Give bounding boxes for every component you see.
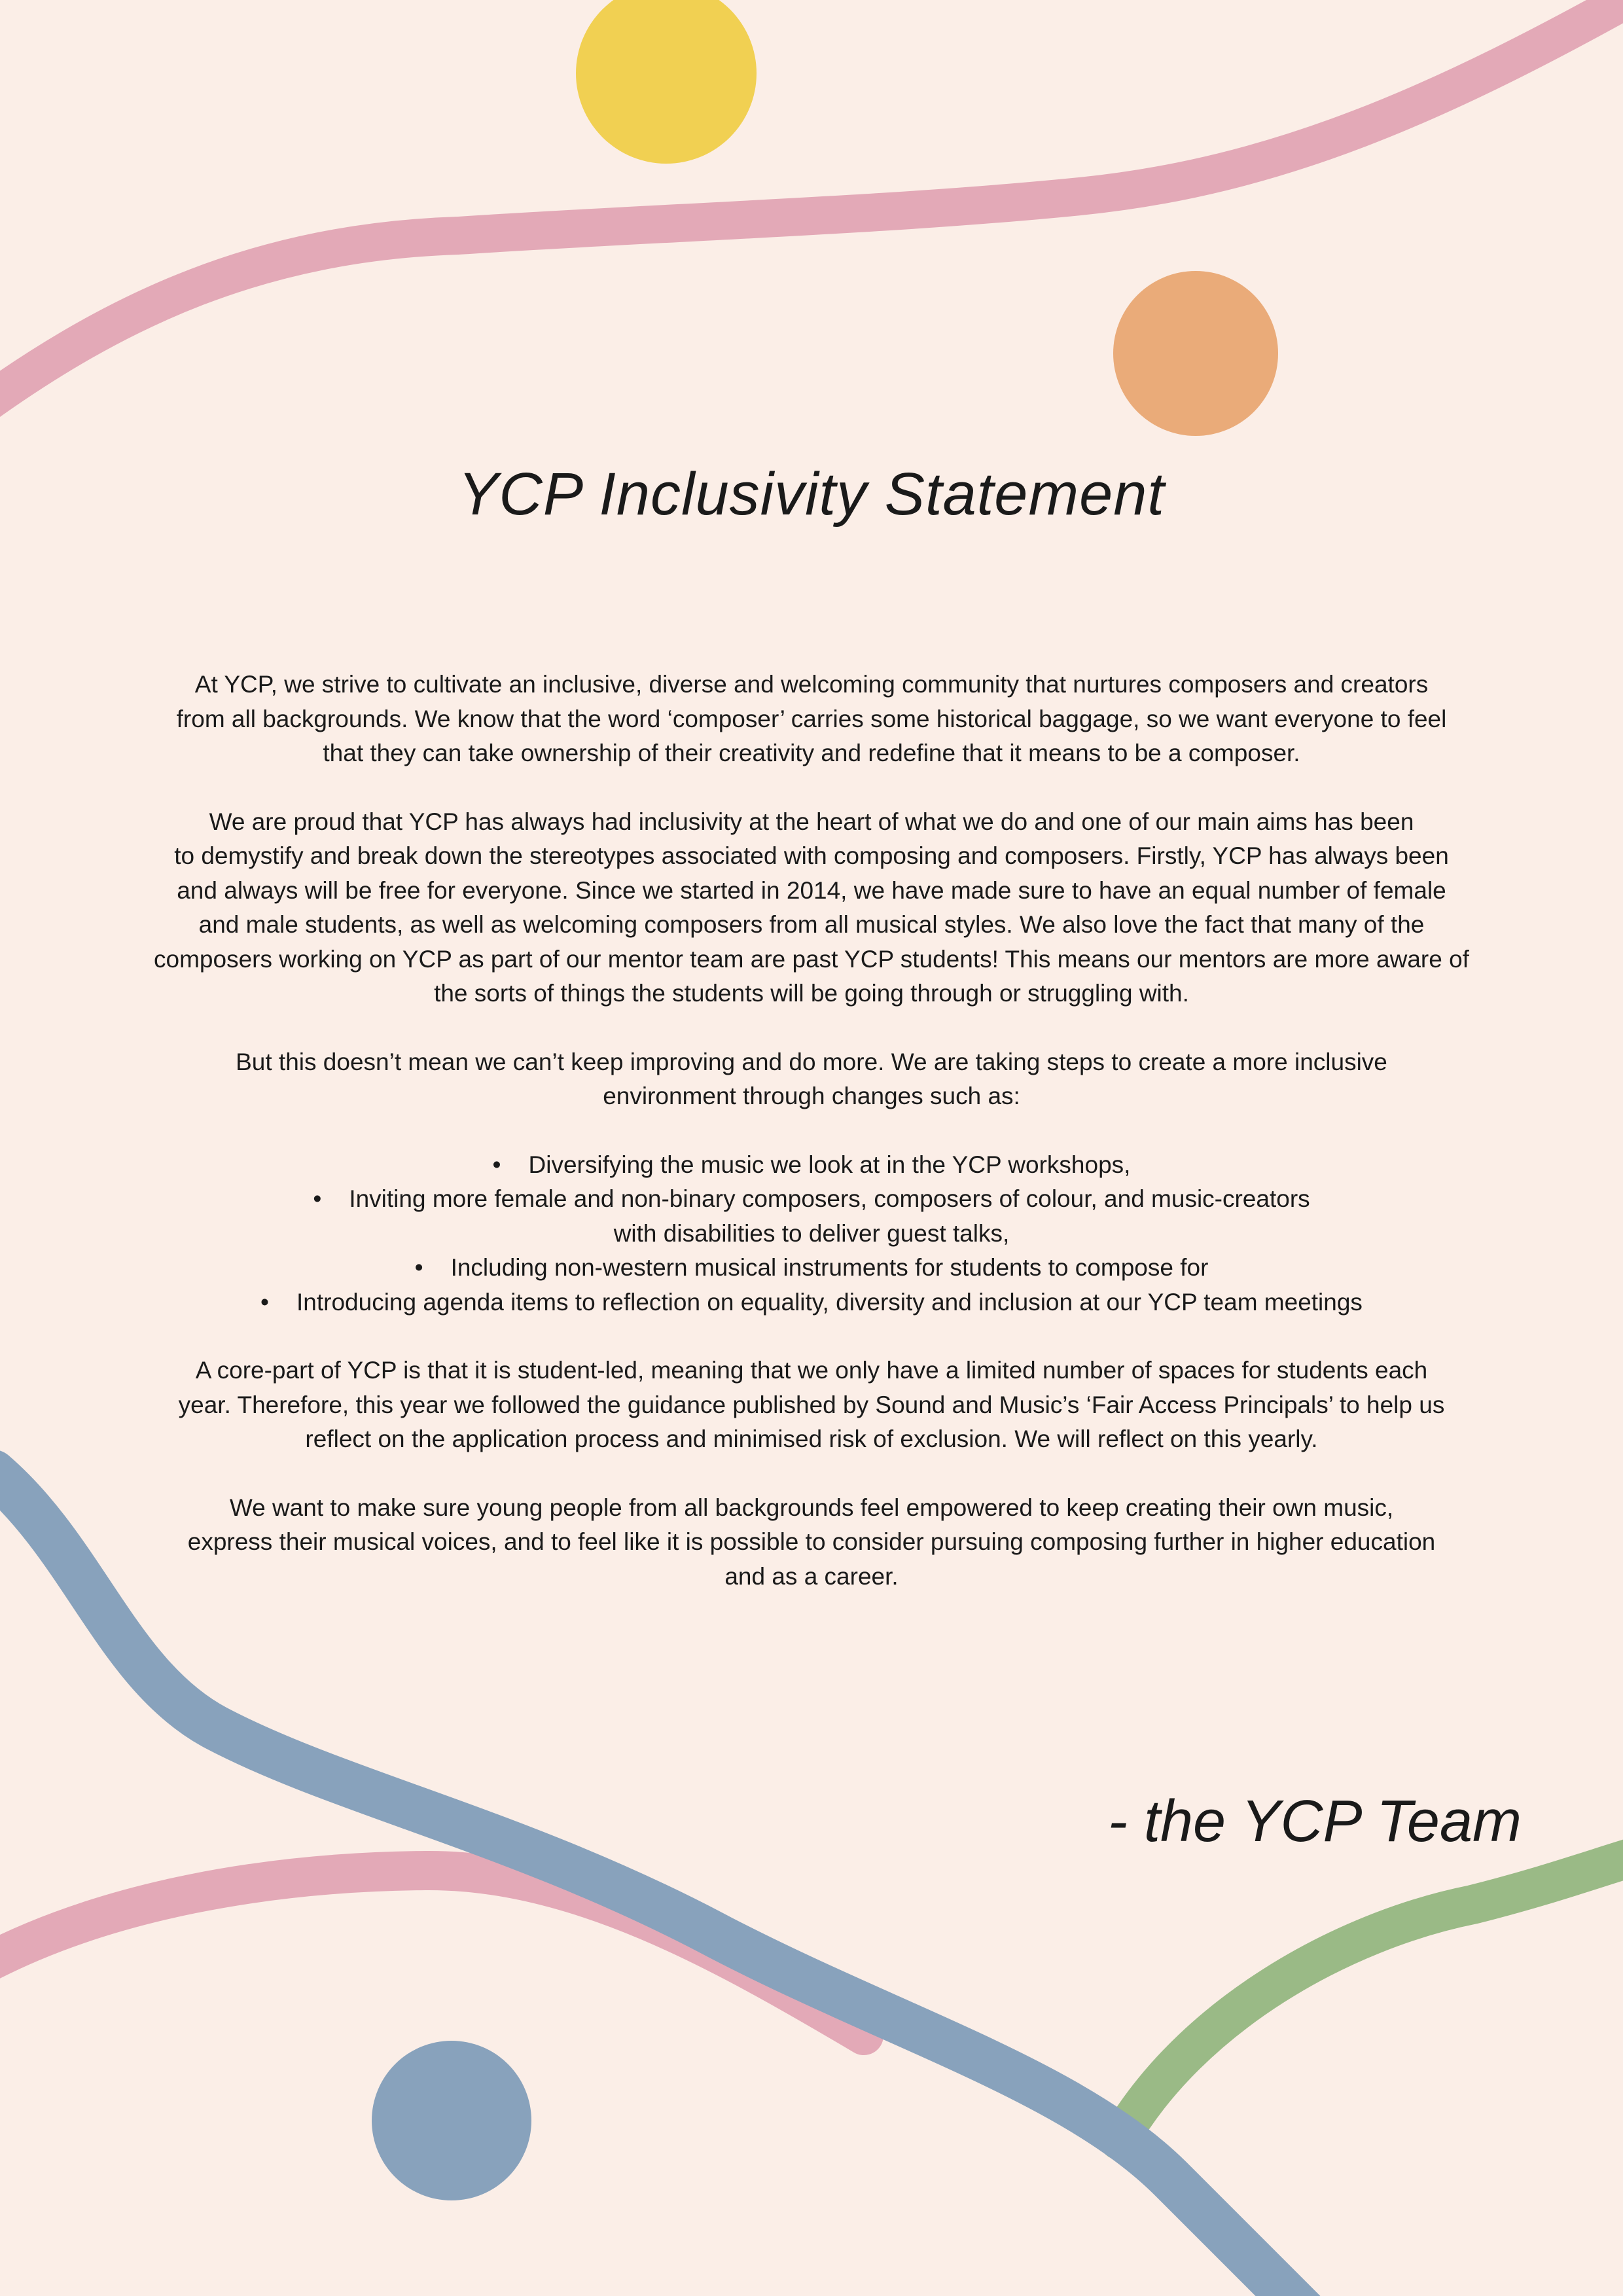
statement-body (98, 668, 1525, 1628)
list-item-text: Including non-western musical instruments for students to compose for (450, 1254, 1209, 1281)
list-item-text: Diversifying the music we look at in the YCP workshops, (528, 1151, 1131, 1178)
list-item (98, 1285, 1525, 1320)
list-item (98, 1148, 1525, 1183)
bullet-icon: • (313, 1185, 322, 1212)
bullet-icon: • (414, 1254, 423, 1281)
list-item-text: Inviting more female and non-binary composers, composers of colour, and music-creators with disabilities to deliver guest talks, (349, 1185, 1310, 1247)
paragraph-improving: But this doesn’t mean we can’t keep improving and do more. We are taking steps to create a more inclusive environment through changes such as: (236, 1048, 1387, 1109)
paragraph-student-led: A core-part of YCP is that it is student-led, meaning that we only have a limited number of spaces for students each year. Therefore, this year we followed the guidance published by Sound and Music’s ‘Fair Access Principals’ to help us reflect on the application process and minimised risk of exclusion. We will reflect on this yearly. (178, 1357, 1445, 1452)
paragraph-intro: At YCP, we strive to cultivate an inclusive, diverse and welcoming community that nurtures composers and creators from all backgrounds. We know that the word ‘composer’ carries some historical baggage, so we want everyone to feel that they can take ownership of their creativity and redefine that it means to be a composer. (176, 671, 1447, 766)
changes-list (98, 1148, 1525, 1320)
list-item-text: Introducing agenda items to reflection on equality, diversity and inclusion at our YCP team meetings (296, 1288, 1363, 1316)
bullet-icon: • (260, 1288, 270, 1316)
list-item (98, 1251, 1525, 1285)
page-title: YCP Inclusivity Statement (458, 461, 1165, 528)
bullet-icon: • (492, 1151, 501, 1178)
list-item (98, 1182, 1525, 1251)
paragraph-history: We are proud that YCP has always had inclusivity at the heart of what we do and one of our main aims has been to demystify and break down the stereotypes associated with composing and composers. Firstly, YCP has always been and always will be free for everyone. Since we started in 2014, we have made sure to have an equal number of female and male students, as well as welcoming composers from all musical styles. We also love the fact that many of the composers working on YCP as part of our mentor team are past YCP students! This means our mentors are more aware of the sorts of things the students will be going through or struggling with. (154, 808, 1469, 1007)
signature: - the YCP Team (1108, 1789, 1522, 1854)
paragraph-empowerment: We want to make sure young people from all backgrounds feel empowered to keep creating their own music, express their musical voices, and to feel like it is possible to consider pursuing composing further in higher education and as a career. (187, 1494, 1436, 1590)
